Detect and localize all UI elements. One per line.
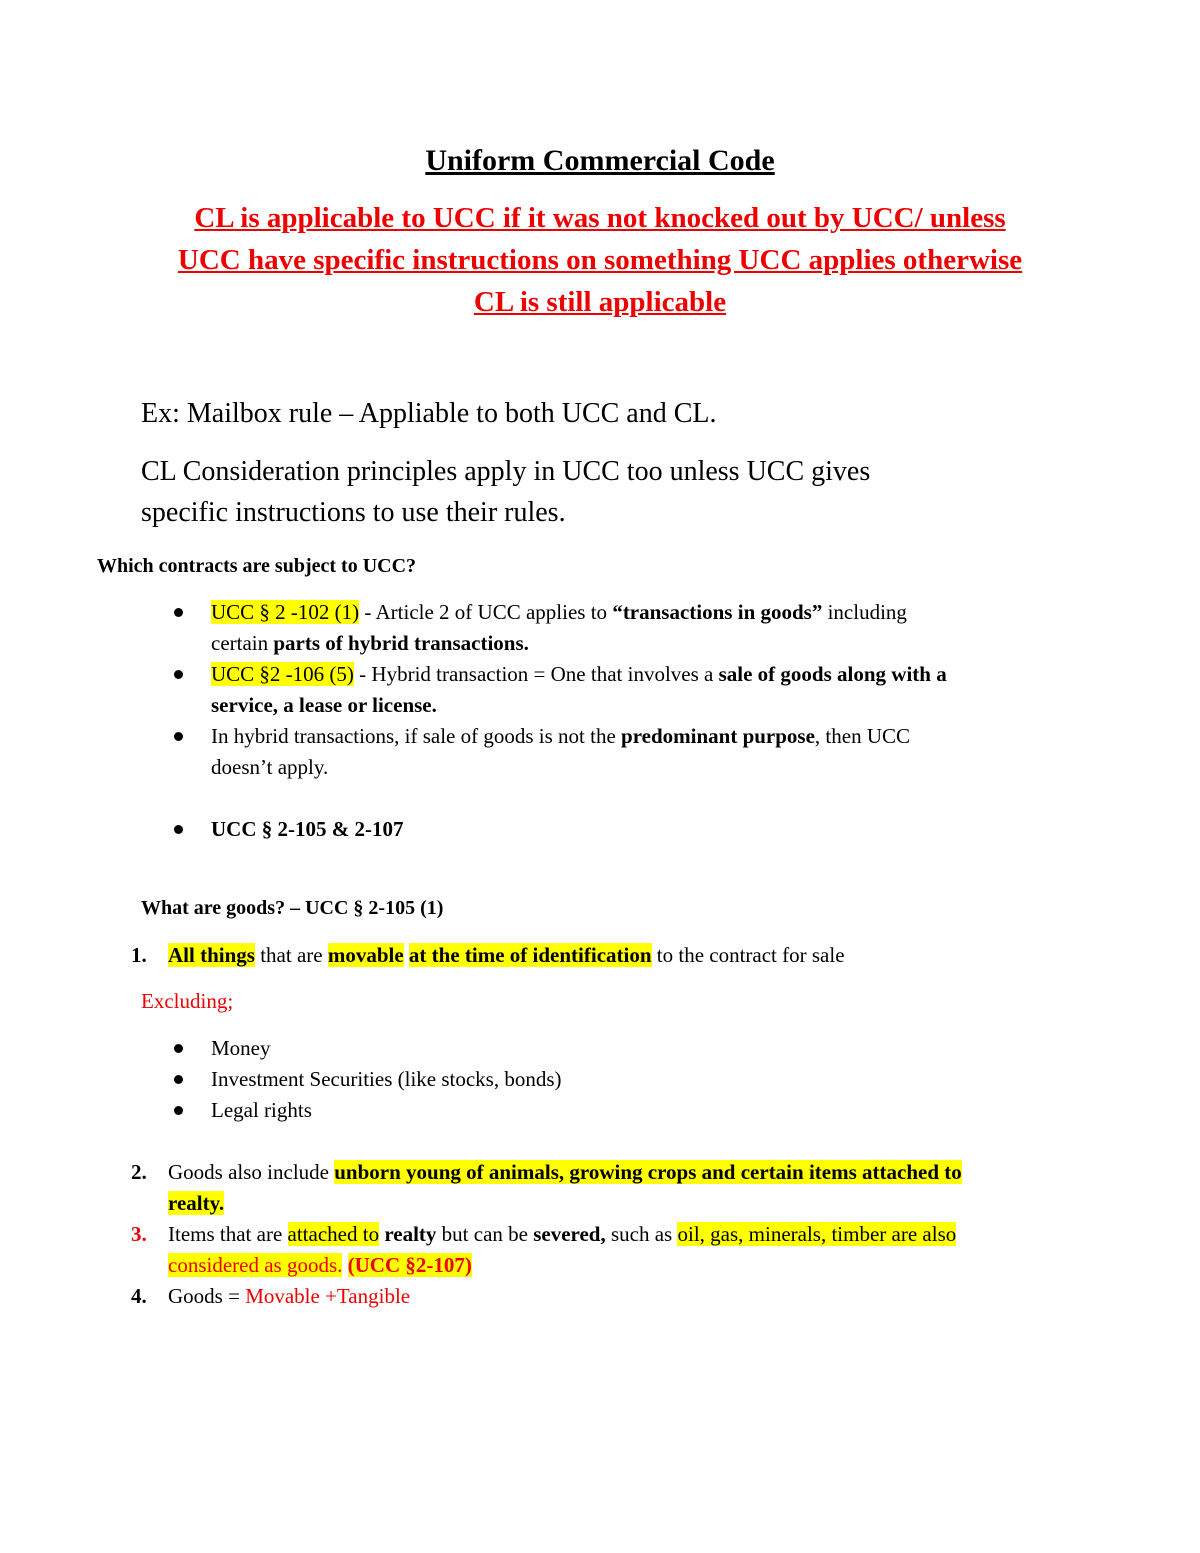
example-mailbox: Ex: Mailbox rule – Appliable to both UCC and CL. — [141, 398, 717, 429]
intro-line-2: UCC have specific instructions on something UCC applies otherwise — [177, 244, 1023, 276]
excluded-item: Money — [211, 1033, 1061, 1064]
excluded-item: Investment Securities (like stocks, bonds) — [211, 1064, 1061, 1095]
item-text: but can be — [436, 1222, 534, 1246]
numbered-item-2 — [131, 1157, 1068, 1219]
bullet-ucc-2-106 — [211, 659, 1061, 721]
bullet-text: , then UCC — [814, 724, 911, 748]
bullet-bold-text: sale of goods along with a — [718, 662, 947, 686]
bullet-text: including — [822, 600, 907, 624]
bullet-text: - Article 2 of UCC applies to — [359, 600, 613, 624]
bullet-ucc-2-102 — [211, 597, 1061, 659]
item-number: 2. — [131, 1160, 147, 1184]
item-text: Items that are — [168, 1222, 288, 1246]
highlight-text: attached to — [287, 1222, 380, 1246]
item-text: Goods = — [168, 1284, 246, 1308]
question-what-are-goods: What are goods? – UCC § 2-105 (1) — [141, 897, 444, 919]
item-number: 4. — [131, 1284, 147, 1308]
bullet-ucc-2-105-2-107 — [211, 814, 1061, 845]
excluded-item: Legal rights — [211, 1095, 1061, 1126]
bullet-bold-text: “transactions in goods” — [612, 600, 823, 624]
numbered-item-3 — [131, 1219, 1068, 1281]
bullet-bold-text: service, a lease or license. — [211, 693, 437, 717]
page-title: Uniform Commercial Code — [425, 144, 775, 177]
bullet-text: doesn’t apply. — [211, 755, 329, 779]
item-bold-text: severed, — [533, 1222, 606, 1246]
item-number: 1. — [131, 943, 147, 967]
numbered-item-4 — [131, 1281, 1068, 1312]
highlight-red-text: (UCC §2-107) — [347, 1253, 472, 1277]
highlight-text: at the time of identification — [408, 943, 652, 967]
bullet-hybrid-predominant — [211, 721, 1061, 783]
item-text: such as — [605, 1222, 678, 1246]
red-text: Movable +Tangible — [245, 1284, 411, 1308]
highlight-text: oil, gas, minerals, timber are also — [677, 1222, 957, 1246]
bullet-text: In hybrid transactions, if sale of goods is not the — [211, 724, 622, 748]
example-consideration-line-1: CL Consideration principles apply in UCC too unless UCC gives — [141, 456, 871, 487]
item-number: 3. — [131, 1222, 147, 1246]
item-text: that are — [254, 943, 328, 967]
example-consideration-line-2: specific instructions to use their rules. — [141, 497, 566, 528]
bullet-bold-text: predominant purpose — [621, 724, 815, 748]
bullet-text: - Hybrid transaction = One that involves a — [353, 662, 719, 686]
highlight-text: movable — [327, 943, 404, 967]
example-consideration — [141, 451, 1041, 533]
highlight-text: unborn young of animals, growing crops and certain items attached to — [334, 1160, 962, 1184]
bullet-bold-text: UCC § 2-105 & 2-107 — [211, 817, 404, 841]
intro-red-statement — [0, 197, 1200, 323]
numbered-item-1 — [131, 940, 1068, 971]
code-ucc-2-106: UCC §2 -106 (5) — [211, 662, 354, 686]
item-bold-text: realty — [384, 1222, 437, 1246]
question-contracts-subject: Which contracts are subject to UCC? — [97, 555, 417, 577]
highlight-text: All things — [168, 943, 255, 967]
intro-line-3: CL is still applicable — [473, 286, 727, 318]
bullet-text: certain — [211, 631, 274, 655]
item-text: to the contract for sale — [651, 943, 845, 967]
bullet-bold-text: parts of hybrid transactions. — [273, 631, 529, 655]
item-text: Goods also include — [168, 1160, 335, 1184]
highlight-text: realty. — [168, 1191, 225, 1215]
intro-line-1: CL is applicable to UCC if it was not knocked out by UCC/ unless — [194, 202, 1006, 234]
code-ucc-2-102: UCC § 2 -102 (1) — [211, 600, 360, 624]
highlight-red-text: considered as goods. — [168, 1253, 343, 1277]
excluding-label: Excluding; — [141, 989, 234, 1013]
